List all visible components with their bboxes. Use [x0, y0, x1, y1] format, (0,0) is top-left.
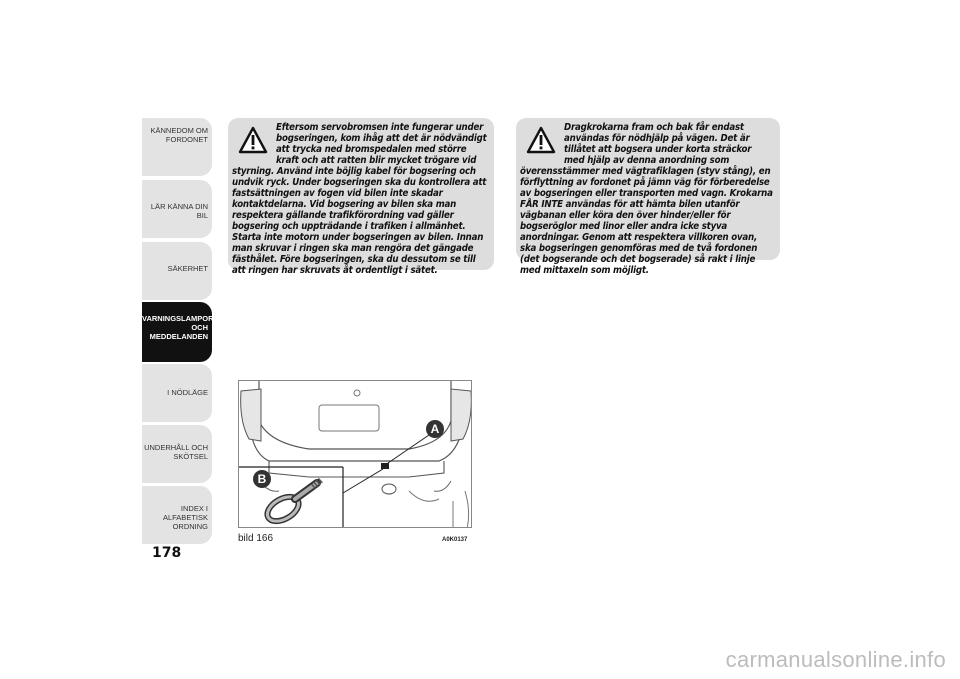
callout-b-label: B — [257, 472, 267, 486]
warning-text: Eftersom servobromsen inte fungerar under bogseringen, kom ihåg att det är nödvändigt att trycka ned bromspedalen med större kraft och att ratten blir mycket trögare vid styrning. Använd inte böjlig kabel för bogsering och undvik ryck. Under bogseringen ska du kontrollera att fastsättningen av fogen vid bilen inte skadar kontaktdelarna. Vid bogsering av bilen ska man respektera gällande trafikförordning vad gäller bogsering och uppträdande i trafiken i allmänhet. Starta inte motorn under bogseringen av bilen. Innan man skruvar i ringen ska man rengöra det gängade fästhålet. Före bogseringen, ska du dessutom se till att ringen har skruvats åt ordentligt i sätet. — [232, 122, 487, 276]
car-rear-illustration — [239, 381, 472, 528]
tab-sakerhet[interactable]: SÄKERHET — [142, 242, 212, 300]
callout-a-label: A — [430, 422, 440, 436]
tab-kannedom-om-fordonet[interactable]: KÄNNEDOM OM FORDONET — [142, 118, 212, 176]
towing-eye-ring — [263, 480, 321, 526]
warning-text: Dragkrokarna fram och bak får endast användas för nödhjälp på vägen. Det är tillåtet att bogsera under korta sträckor med hjälp av denna anordning som överensstämmer med vägtrafiklagen (styv stång), en förflyttning av fordonet på jämn väg för förberedelse av bogseringen eller transporten med vagn. Krokarna FÅR INTE användas för att hämta bilen utanför vägbanan eller köra den över hinder/eller för bogseröglor med linor eller andra icke styva anordningar. Genom att respektera villkoren ovan, ska bogseringen genomföras med de två fordonen (det bogserande och det bogserade) så rakt i linje med mittaxeln som möjligt. — [520, 122, 773, 276]
warning-box-servo-brake — [228, 118, 494, 276]
figure-code: A0K0137 — [442, 537, 468, 543]
figure-caption: bild 166 — [238, 533, 274, 544]
tab-index-i-alfabetisk-ordning[interactable]: INDEX I ALFABETISK ORDNING — [142, 486, 212, 544]
warning-triangle-icon — [238, 126, 268, 154]
page-number: 178 — [152, 545, 182, 561]
watermark: carmanualsonline.info — [725, 647, 946, 672]
towing-eye-figure — [238, 380, 472, 528]
warning-box-tow-hooks — [516, 118, 780, 276]
tab-i-nodlage[interactable]: I NÖDLÄGE — [142, 364, 212, 422]
tab-lar-kanna-din-bil[interactable]: LÄR KÄNNA DIN BIL — [142, 180, 212, 238]
tab-varningslampor-och-meddelanden[interactable]: VARNINGSLAMPOR OCH MEDDELANDEN — [142, 302, 212, 362]
warning-triangle-icon — [526, 126, 556, 154]
tab-underhall-och-skotsel[interactable]: UNDERHÅLL OCH SKÖTSEL — [142, 425, 212, 483]
